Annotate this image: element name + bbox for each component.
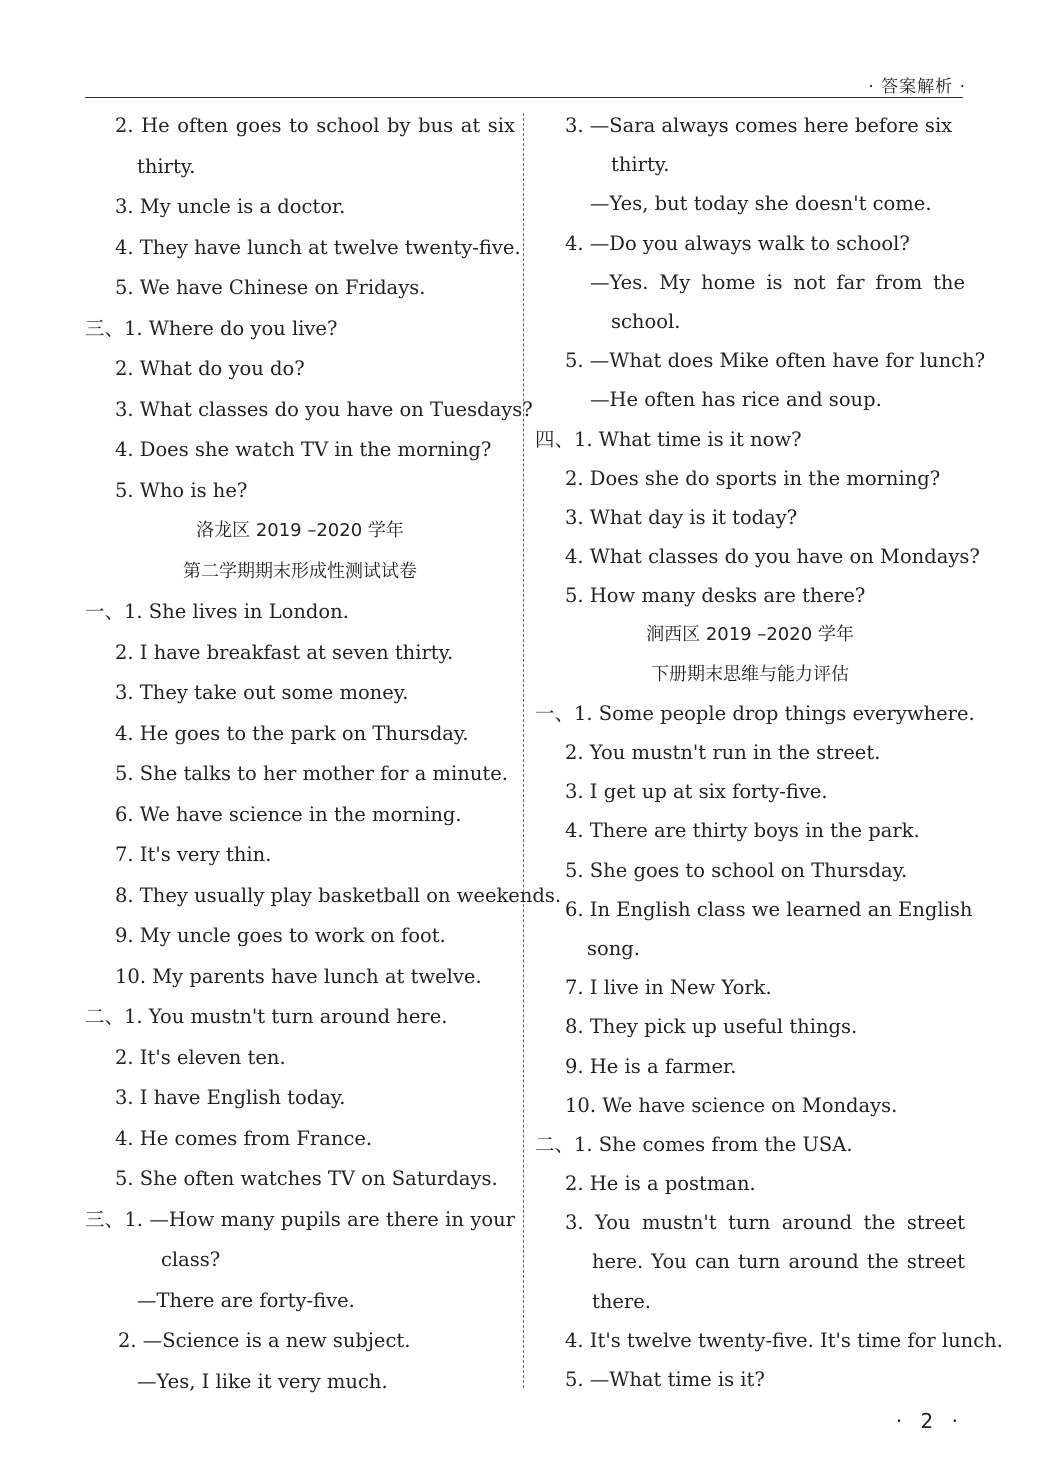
exam-subtitle: 下册期末思维与能力评估 (651, 663, 849, 685)
answer-line: 7. It's very thin. (115, 843, 272, 866)
answer-line: 5. —What does Mike often have for lunch? (565, 349, 986, 373)
answer-line: 10. My parents have lunch at twelve. (115, 964, 482, 988)
answer-line: song. (587, 936, 640, 960)
answer-line: 6. We have science in the morning. (115, 802, 462, 826)
answer-line: 5. She goes to school on Thursday. (565, 858, 908, 882)
answer-line: 3. I get up at six forty-five. (565, 780, 828, 804)
section-start-line: 一、1. She lives in London. (85, 600, 349, 623)
answer-line: class? (161, 1248, 221, 1271)
exam-title: 洛龙区 2019 –2020 学年 (196, 520, 404, 541)
answer-line: 5. We have Chinese on Fridays. (115, 276, 426, 299)
answer-line: 2. I have breakfast at seven thirty. (115, 640, 454, 664)
answer-line: 8. They pick up useful things. (565, 1015, 858, 1039)
answer-line: 6. In English class we learned an English (565, 897, 973, 921)
header-rule (85, 97, 963, 98)
answer-line: 9. He is a farmer. (565, 1054, 737, 1078)
answer-line: here. You can turn around the street (592, 1250, 965, 1274)
answer-line: 2. —Science is a new subject. (118, 1329, 411, 1352)
left-column (85, 106, 562, 1402)
answer-line: 2. He is a postman. (565, 1172, 756, 1196)
answer-line: 5. She often watches TV on Saturdays. (115, 1167, 498, 1190)
section-start-line: 三、1. Where do you live? (85, 316, 338, 340)
answer-line: 4. —Do you always walk to school? (565, 231, 910, 255)
answer-line: 3. My uncle is a doctor. (115, 195, 346, 218)
answer-line: 4. He goes to the park on Thursday. (115, 721, 469, 745)
section-start-line: 二、1. She comes from the USA. (535, 1132, 853, 1156)
answer-line: 4. He comes from France. (115, 1126, 373, 1150)
answer-line: 4. It's twelve twenty-five. It's time for lunch. (565, 1328, 1003, 1352)
answer-line: thirty. (611, 153, 670, 177)
answer-line: 3. I have English today. (115, 1086, 346, 1109)
answer-line: 2. What do you do? (115, 357, 305, 380)
answer-line: 4. There are thirty boys in the park. (565, 819, 920, 843)
answer-line: —He often has rice and soup. (590, 388, 882, 412)
exam-title: 涧西区 2019 –2020 学年 (646, 624, 854, 646)
answer-line: 4. They have lunch at twelve twenty-five. (115, 235, 521, 259)
answer-line: 3. They take out some money. (115, 681, 409, 704)
answer-line: 3. —Sara always comes here before six (565, 114, 953, 137)
answer-line: 3. What classes do you have on Tuesdays? (115, 397, 533, 421)
right-column (535, 106, 1003, 1399)
answer-line: —Yes. My home is not far from the (590, 270, 965, 294)
answer-line: 9. My uncle goes to work on foot. (115, 924, 446, 947)
page-number: · 2 · (895, 1409, 964, 1433)
section-start-line: 二、1. You mustn't turn around here. (85, 1005, 448, 1028)
answer-line: 3. You mustn't turn around the street (565, 1211, 965, 1235)
answer-line: 5. How many desks are there? (565, 584, 866, 608)
answer-line: there. (592, 1289, 651, 1313)
column-divider (523, 113, 524, 1388)
answer-line: 4. What classes do you have on Mondays? (565, 545, 980, 569)
answer-line: 5. Who is he? (115, 478, 248, 502)
answer-line: 2. You mustn't run in the street. (565, 741, 881, 764)
answer-line: 10. We have science on Mondays. (565, 1093, 898, 1117)
answer-line: 2. Does she do sports in the morning? (565, 466, 941, 490)
answer-line: 4. Does she watch TV in the morning? (115, 438, 492, 461)
answer-line: —Yes, but today she doesn't come. (590, 192, 932, 216)
answer-line: 5. She talks to her mother for a minute. (115, 762, 508, 785)
answer-line: 8. They usually play basketball on weekends. (115, 883, 562, 907)
section-start-line: 一、1. Some people drop things everywhere. (535, 701, 975, 725)
answer-line: 2. He often goes to school by bus at six (115, 114, 515, 137)
answer-line: 2. It's eleven ten. (115, 1045, 286, 1069)
answer-line: thirty. (137, 154, 196, 178)
answer-line: 5. —What time is it? (565, 1368, 765, 1391)
section-start-line: 三、1. —How many pupils are there in your (85, 1207, 515, 1231)
answer-line: —Yes, I like it very much. (137, 1369, 388, 1393)
answer-line: school. (611, 309, 681, 333)
exam-subtitle: 第二学期期末形成性测试试卷 (183, 560, 417, 582)
answer-line: 3. What day is it today? (565, 505, 798, 529)
answer-line: 7. I live in New York. (565, 976, 772, 1000)
section-start-line: 四、1. What time is it now? (535, 427, 802, 451)
section-header-label: · 答案解析 · (868, 77, 966, 97)
answer-line: —There are forty-five. (137, 1288, 355, 1312)
